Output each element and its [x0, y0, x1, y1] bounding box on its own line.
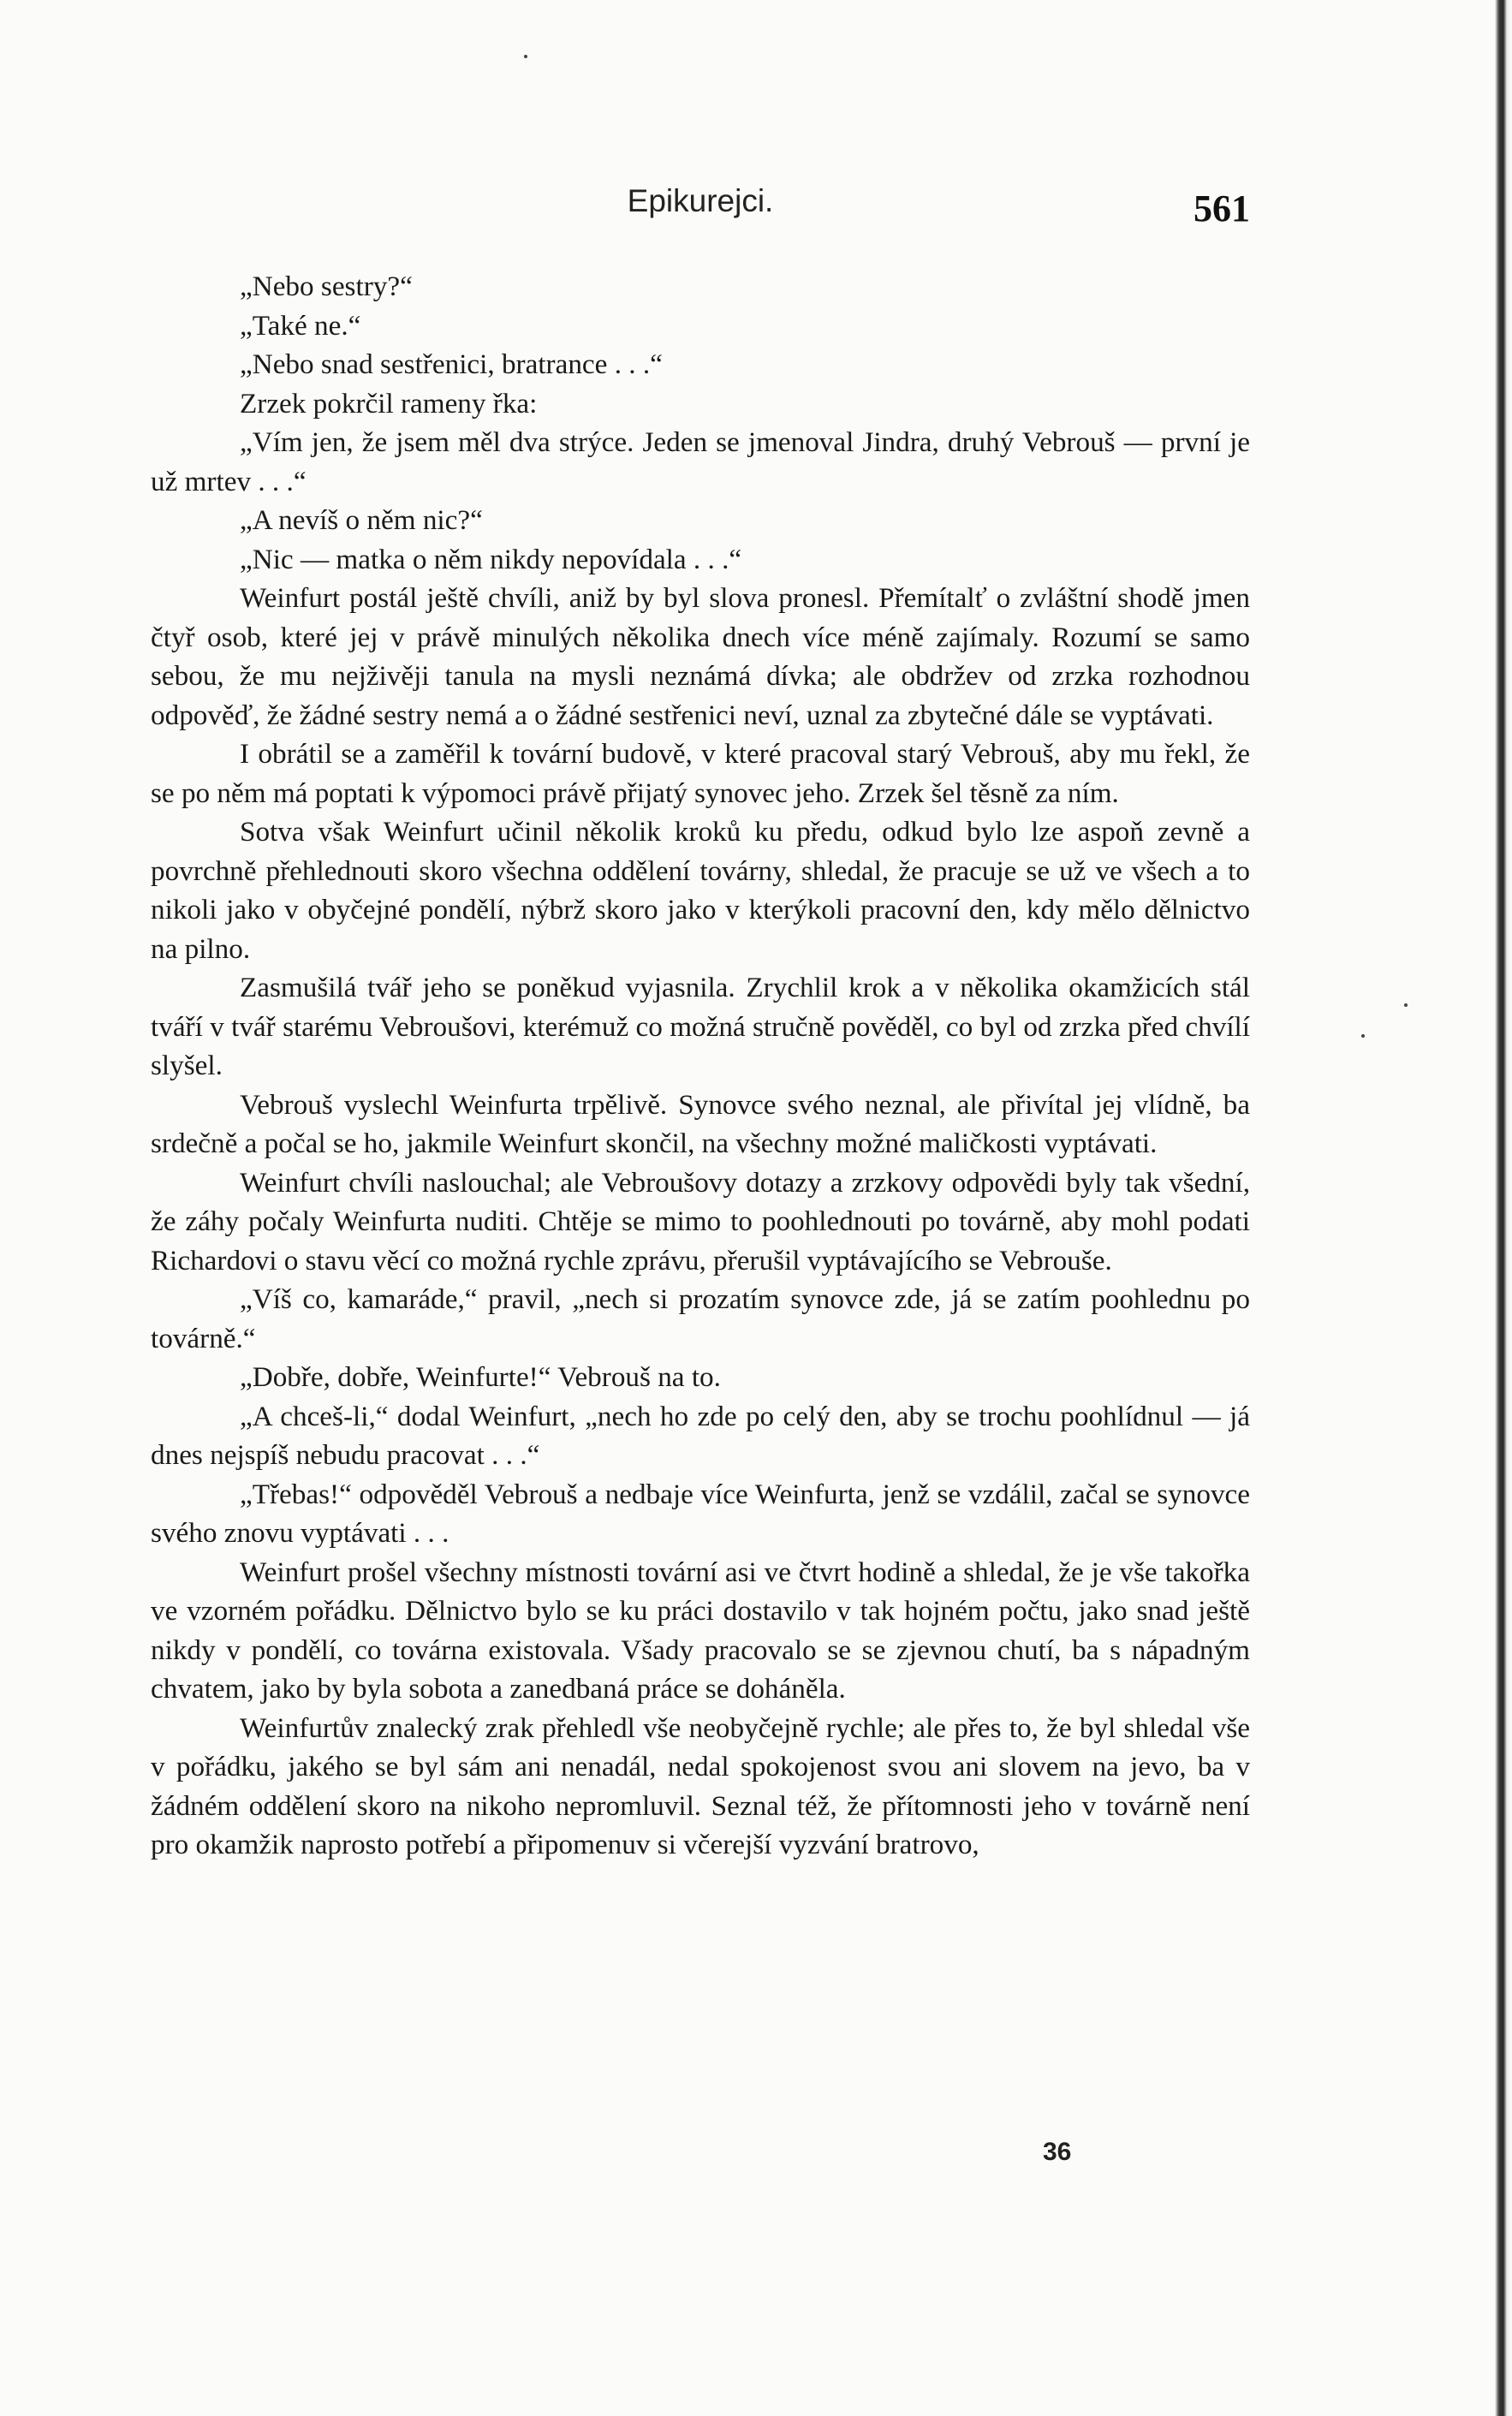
- page-header: [151, 183, 1250, 235]
- paragraph: „A chceš-li,“ dodal Weinfurt, „nech ho zde po celý den, aby se trochu poohlídnul — já dnes nejspíš nebudu pracovat . . .“: [151, 1400, 1250, 1471]
- paper-speck: [524, 55, 527, 58]
- paper-speck: [1361, 1034, 1365, 1038]
- signature-mark: 36: [1043, 2138, 1072, 2166]
- paragraph: Weinfurt postál ještě chvíli, aniž by byl slova pronesl. Přemítalť o zvláštní shodě jmen čtyř osob, které jej v právě minulých několika dnech více méně zajímaly. Rozumí se samo sebou, že mu nejživěji tanula na mysli neznámá dívka; ale obdržev od zrzka rozhodnou odpověď, že žádné sestry nemá a o žádné sestřenici neví, uznal za zbytečné dále se vyptávati.: [151, 582, 1250, 731]
- page-edge-shadow: [1495, 0, 1512, 2416]
- running-title: Epikurejci.: [627, 183, 774, 218]
- paragraph: „Víš co, kamaráde,“ pravil, „nech si prozatím synovce zde, já se zatím poohlednu po továrně.“: [151, 1283, 1250, 1354]
- paragraph: „Nic — matka o něm nikdy nepovídala . . .“: [240, 543, 742, 575]
- paragraph: Weinfurt prošel všechny místnosti tovární asi ve čtvrt hodině a shledal, že je vše takořka ve vzorném pořádku. Dělnictvo bylo se ku práci dostavilo v tak hojném počtu, jako snad ještě nikdy v pondělí, co továrna existovala. Všady pracovalo se se zjevnou chutí, ba s nápadným chvatem, jako by byla sobota a zanedbaná práce se doháněla.: [151, 1556, 1250, 1705]
- paragraph: Weinfurtův znalecký zrak přehledl vše neobyčejně rychle; ale přes to, že byl shledal vše v pořádku, jakého se byl sám ani nenadál, nedal spokojenost svou ani slovem na jevo, ba v žádném oddělení skoro na nikoho nepromluvil. Seznal též, že přítomnosti jeho v továrně není pro okamžik naprosto potřebí a připomenuv si včerejší vyzvání bratrovo,: [151, 1711, 1250, 1860]
- paragraph: Weinfurt chvíli naslouchal; ale Vebroušovy dotazy a zrzkovy odpovědi byly tak všední, že záhy počaly Weinfurta nuditi. Chtěje se mimo to poohlednouti po továrně, aby mohl podati Richardovi o stavu věcí co možná rychle zprávu, přerušil vyptávajícího se Vebrouše.: [151, 1166, 1250, 1276]
- page-number: 561: [1194, 187, 1250, 229]
- paragraph: „Také ne.“: [240, 309, 361, 342]
- paragraph: „Dobře, dobře, Weinfurte!“ Vebrouš na to.: [240, 1361, 721, 1393]
- paper-speck: [1404, 1003, 1408, 1007]
- paragraph: „A nevíš o něm nic?“: [240, 504, 483, 536]
- paragraph: Vebrouš vyslechl Weinfurta trpělivě. Synovce svého neznal, ale přivítal jej vlídně, ba srdečně a počal se ho, jakmile Weinfurt skončil, na všechny možné maličkosti vyptávati.: [151, 1088, 1250, 1159]
- paragraph: Zasmušilá tvář jeho se poněkud vyjasnila. Zrychlil krok a v několika okamžicích stál tváří v tvář starému Vebroušovi, kterémuž co možná stručně pověděl, co byl od zrzka před chvílí slyšel.: [151, 972, 1250, 1081]
- paragraph: I obrátil se a zaměřil k tovární budově, v které pracoval starý Vebrouš, aby mu řekl, že se po něm má poptati k výpomoci právě přijatý synovec jeho. Zrzek šel těsně za ním.: [151, 738, 1250, 809]
- paragraph: Zrzek pokrčil rameny řka:: [240, 387, 538, 420]
- paragraph: „Nebo snad sestřenici, bratrance . . .“: [240, 348, 663, 380]
- paragraph: „Nebo sestry?“: [240, 271, 413, 302]
- paragraph: Sotva však Weinfurt učinil několik kroků ku předu, odkud bylo lze aspoň zevně a povrchně přehlednouti skoro všechna oddělení továrny, shledal, že pracuje se už ve všech a to nikoli jako v obyčejné pondělí, nýbrž skoro jako v kterýkoli pracovní den, kdy mělo dělnictvo na pilno.: [151, 816, 1250, 965]
- body-text: [151, 267, 1250, 1865]
- paragraph: „Třebas!“ odpověděl Vebrouš a nedbaje více Weinfurta, jenž se vzdálil, začal se synovce svého znovu vyptávati . . .: [151, 1478, 1250, 1549]
- paragraph: „Vím jen, že jsem měl dva strýce. Jeden se jmenoval Jindra, druhý Vebrouš — první je už mrtev . . .“: [151, 426, 1250, 497]
